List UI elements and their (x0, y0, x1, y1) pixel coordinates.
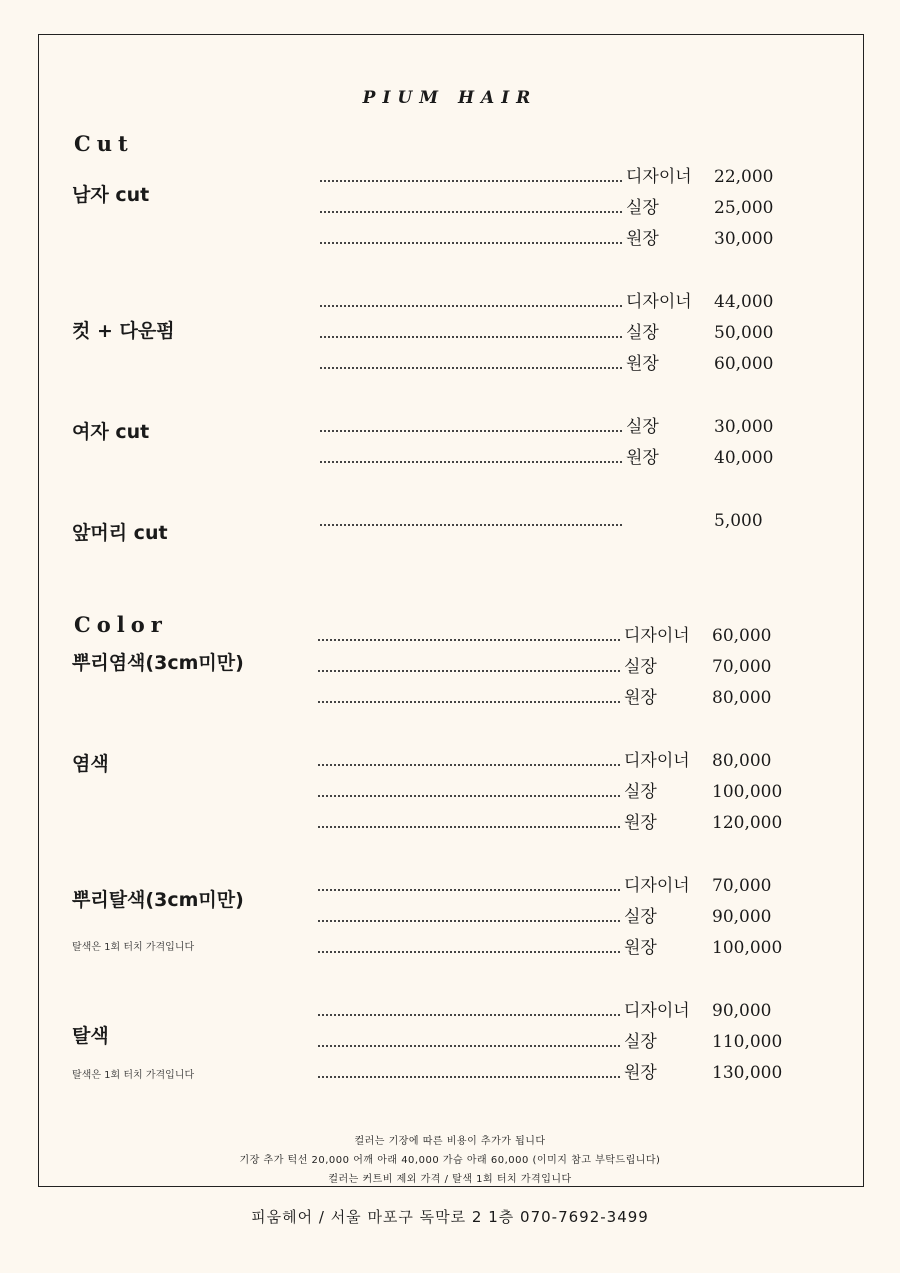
price-row (320, 194, 773, 218)
dot-leader (320, 510, 622, 526)
price-value: 5,000 (714, 511, 763, 531)
price-row (320, 163, 773, 187)
grade-label: 실장 (626, 323, 659, 343)
grade-label: 원장 (626, 229, 659, 249)
grade-label: 원장 (626, 448, 659, 468)
grade-label: 디자이너 (624, 626, 690, 646)
grade-label: 디자이너 (626, 292, 692, 312)
price-value: 30,000 (714, 417, 774, 437)
grade-label: 원장 (624, 688, 657, 708)
service-name: 컷 + 다운펌 (72, 320, 175, 342)
grade-label: 디자이너 (624, 751, 690, 771)
service-name: 염색 (72, 753, 109, 775)
price-row (318, 622, 771, 646)
price-row (320, 444, 773, 468)
dot-leader (318, 906, 620, 922)
price-row (318, 934, 782, 958)
grade-label: 실장 (624, 907, 657, 927)
dot-leader (320, 166, 622, 182)
service-name: 탈색 (72, 1025, 109, 1047)
dot-leader (318, 1000, 620, 1016)
footer-note: 컬러는 커트비 제외 가격 / 탈색 1회 터치 가격입니다 (328, 1174, 572, 1185)
price-value: 70,000 (712, 876, 772, 896)
grade-label: 실장 (626, 198, 659, 218)
price-value: 70,000 (712, 657, 772, 677)
price-row (318, 903, 771, 927)
price-row (318, 809, 782, 833)
price-row (318, 653, 771, 677)
price-row (318, 872, 771, 896)
footer-note: 기장 추가 턱선 20,000 어깨 아래 40,000 가슴 아래 60,000 (이미지 참고 부탁드립니다) (239, 1155, 661, 1166)
dot-leader (320, 416, 622, 432)
price-row (320, 413, 773, 437)
service-name: 여자 cut (72, 421, 150, 443)
price-row (320, 225, 773, 249)
price-row (320, 507, 763, 531)
dot-leader (320, 291, 622, 307)
salon-address: 피움헤어 / 서울 마포구 독막로 2 1층 070-7692-3499 (251, 1208, 649, 1226)
grade-label: 실장 (624, 657, 657, 677)
brand-title: PIUM HAIR (362, 88, 538, 108)
price-row (318, 778, 782, 802)
grade-label: 원장 (624, 813, 657, 833)
dot-leader (318, 750, 620, 766)
price-value: 120,000 (712, 813, 783, 833)
service-note: 탈색은 1회 터치 가격입니다 (72, 1070, 195, 1081)
price-value: 110,000 (712, 1032, 783, 1052)
dot-leader (320, 228, 622, 244)
dot-leader (318, 625, 620, 641)
price-value: 100,000 (712, 782, 783, 802)
grade-label: 실장 (624, 1032, 657, 1052)
price-row (318, 997, 771, 1021)
service-name: 앞머리 cut (72, 522, 168, 544)
price-row (318, 1028, 782, 1052)
price-value: 130,000 (712, 1063, 783, 1083)
price-value: 100,000 (712, 938, 783, 958)
service-name: 뿌리염색(3cm미만) (72, 652, 244, 674)
dot-leader (318, 875, 620, 891)
price-value: 40,000 (714, 448, 774, 468)
price-row (318, 684, 771, 708)
price-value: 60,000 (712, 626, 772, 646)
grade-label: 디자이너 (624, 1001, 690, 1021)
dot-leader (318, 937, 620, 953)
price-value: 50,000 (714, 323, 774, 343)
service-note: 탈색은 1회 터치 가격입니다 (72, 942, 195, 953)
dot-leader (318, 781, 620, 797)
dot-leader (318, 656, 620, 672)
dot-leader (318, 687, 620, 703)
grade-label: 디자이너 (626, 167, 692, 187)
dot-leader (320, 447, 622, 463)
grade-label: 디자이너 (624, 876, 690, 896)
section-color-heading: Color (74, 612, 168, 637)
section-cut-heading: Cut (74, 131, 134, 156)
grade-label: 원장 (624, 1063, 657, 1083)
service-name: 뿌리탈색(3cm미만) (72, 889, 244, 911)
price-value: 80,000 (712, 688, 772, 708)
dot-leader (320, 322, 622, 338)
dot-leader (318, 1031, 620, 1047)
dot-leader (318, 1062, 620, 1078)
price-value: 25,000 (714, 198, 774, 218)
grade-label: 실장 (626, 417, 659, 437)
price-value: 90,000 (712, 1001, 772, 1021)
price-row (320, 288, 773, 312)
grade-label: 실장 (624, 782, 657, 802)
price-row (318, 747, 771, 771)
price-row (320, 350, 773, 374)
price-value: 80,000 (712, 751, 772, 771)
service-name: 남자 cut (72, 184, 150, 206)
price-value: 44,000 (714, 292, 774, 312)
grade-label: 원장 (626, 354, 659, 374)
dot-leader (320, 353, 622, 369)
price-value: 22,000 (714, 167, 774, 187)
price-row (318, 1059, 782, 1083)
price-row (320, 319, 773, 343)
price-value: 60,000 (714, 354, 774, 374)
price-value: 30,000 (714, 229, 774, 249)
footer-note: 컬러는 기장에 따른 비용이 추가가 됩니다 (354, 1136, 546, 1147)
dot-leader (318, 812, 620, 828)
grade-label: 원장 (624, 938, 657, 958)
dot-leader (320, 197, 622, 213)
price-value: 90,000 (712, 907, 772, 927)
